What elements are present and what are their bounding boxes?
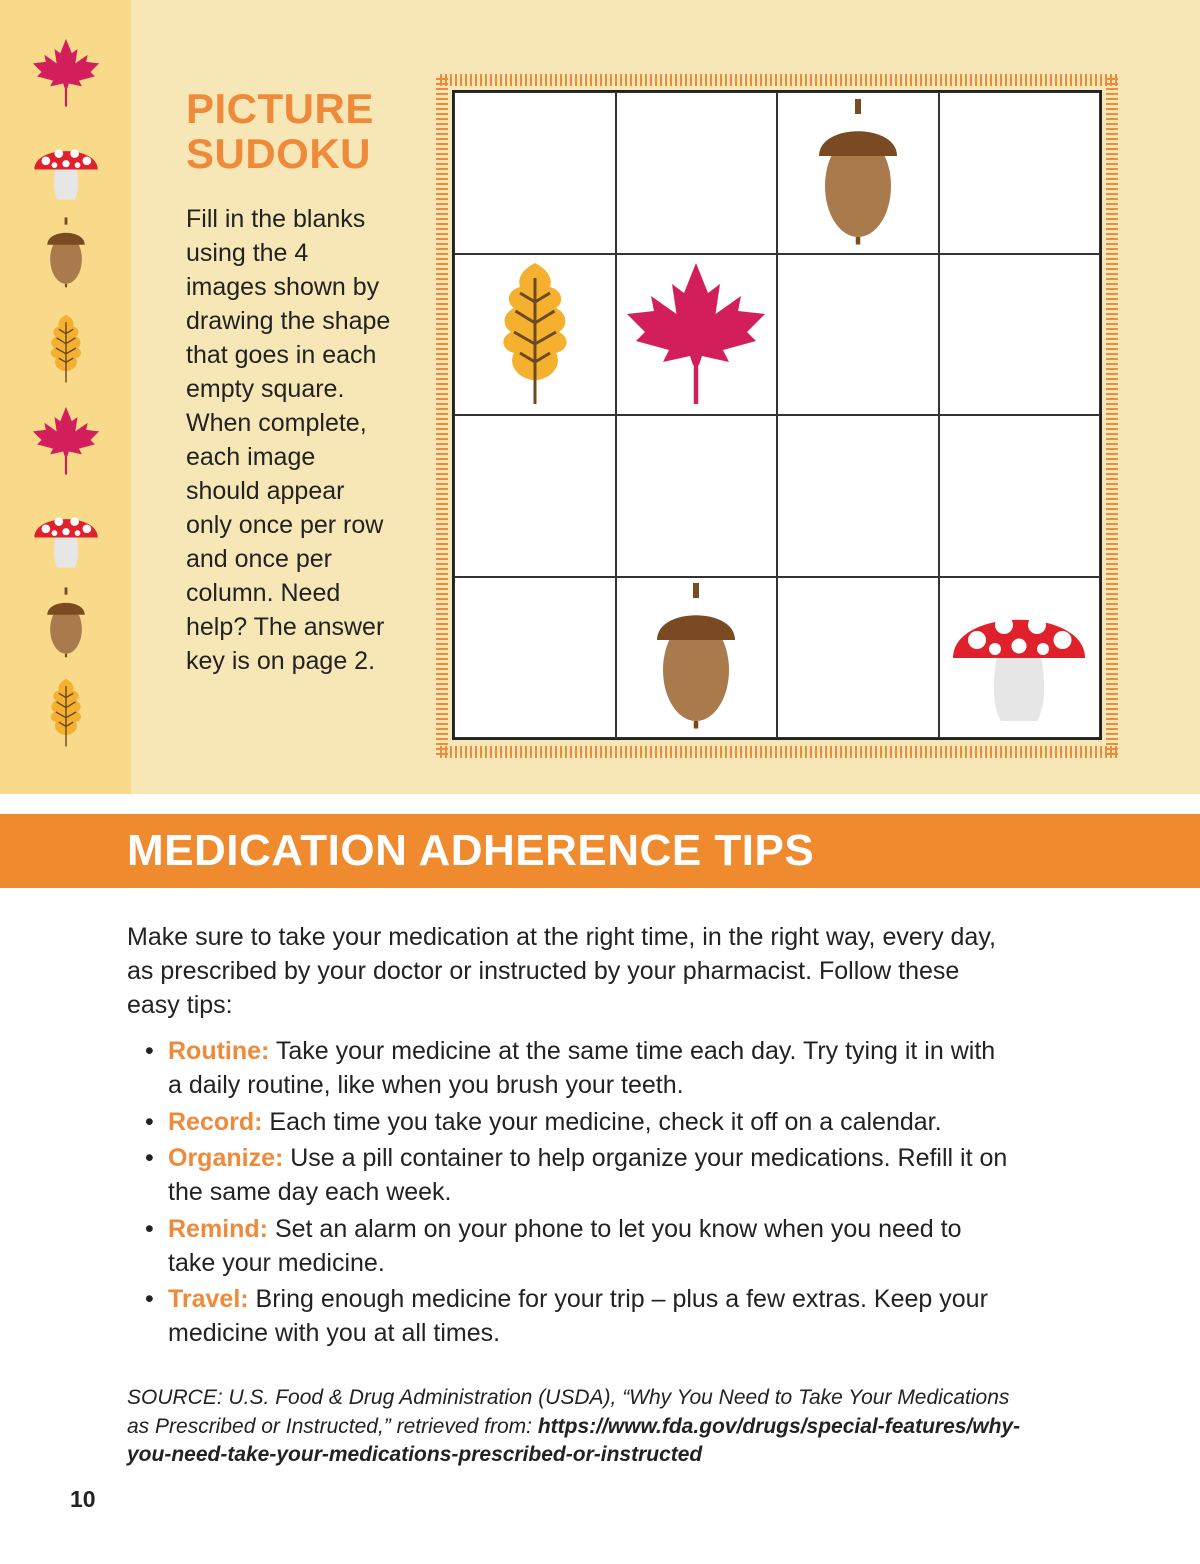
maple-leaf-icon	[30, 400, 102, 480]
acorn-icon	[30, 582, 102, 662]
acorn-icon	[30, 212, 102, 292]
mushroom-icon	[30, 496, 102, 576]
sudoku-cell-r3c4[interactable]	[939, 415, 1101, 577]
bullet-icon: •	[145, 1037, 154, 1065]
sudoku-cell-r1c3	[777, 92, 939, 254]
oak-leaf-icon	[30, 308, 102, 388]
sudoku-grid	[452, 90, 1102, 740]
tip-term: Record:	[168, 1107, 263, 1136]
sudoku-cell-r2c3[interactable]	[777, 254, 939, 416]
acorn-icon	[783, 96, 933, 250]
sudoku-cell-r1c4[interactable]	[939, 92, 1101, 254]
mushroom-icon	[944, 580, 1094, 734]
tip-item	[145, 1282, 1015, 1350]
acorn-icon	[621, 580, 771, 734]
sudoku-cell-r2c2	[616, 254, 778, 416]
tips-title: MEDICATION ADHERENCE TIPS	[127, 826, 815, 875]
tip-text: Set an alarm on your phone to let you know when you need to take your medicine.	[168, 1214, 962, 1277]
tip-text: Use a pill container to help organize your medications. Refill it on the same day each week.	[168, 1144, 1008, 1207]
sudoku-cell-r2c4[interactable]	[939, 254, 1101, 416]
sudoku-cell-r4c4	[939, 577, 1101, 739]
tip-text: Bring enough medicine for your trip – plus a few extras. Keep your medicine with you at all times.	[168, 1285, 988, 1348]
tip-text: Take your medicine at the same time each day. Try tying it in with a daily routine, like when you brush your teeth.	[168, 1037, 996, 1099]
maple-leaf-icon	[30, 32, 102, 112]
mushroom-icon	[30, 128, 102, 208]
source-text: SOURCE: U.S. Food & Drug Administration (USDA), “Why You Need to Take Your Medications as Prescribed or Instructed,” retrieved from:	[127, 1386, 1010, 1438]
sudoku-cell-r3c1[interactable]	[454, 415, 616, 577]
sudoku-cell-r1c1[interactable]	[454, 92, 616, 254]
tip-term: Routine:	[168, 1037, 270, 1065]
sudoku-cell-r3c3[interactable]	[777, 415, 939, 577]
sudoku-cell-r1c2[interactable]	[616, 92, 778, 254]
maple-leaf-icon	[621, 257, 771, 411]
source-url: https://www.fda.gov/drugs/special-features/why-you-need-take-your-medications-prescribed-or-instructed	[127, 1414, 1021, 1466]
bullet-icon: •	[145, 1285, 154, 1314]
sudoku-cell-r2c1	[454, 254, 616, 416]
tip-item	[145, 1105, 1015, 1139]
tip-text: Each time you take your medicine, check it off on a calendar.	[262, 1107, 942, 1136]
puzzle-title: PICTURE SUDOKU	[186, 85, 374, 177]
tip-item	[145, 1034, 1015, 1102]
sudoku-cell-r4c1[interactable]	[454, 577, 616, 739]
oak-leaf-icon	[460, 257, 610, 411]
tip-term: Organize:	[168, 1144, 284, 1173]
source-citation	[127, 1384, 1027, 1470]
bullet-icon: •	[145, 1214, 154, 1243]
tip-term: Travel:	[168, 1285, 249, 1314]
tip-term: Remind:	[168, 1214, 268, 1243]
tip-item	[145, 1212, 1015, 1280]
sudoku-cell-r4c2	[616, 577, 778, 739]
sudoku-cell-r4c3[interactable]	[777, 577, 939, 739]
tips-intro: Make sure to take your medication at the right time, in the right way, every day, as prescribed by your doctor or instructed by your pharmacist. Follow these easy tips:	[127, 923, 996, 1019]
page-number: 10	[70, 1486, 96, 1512]
sudoku-cell-r3c2[interactable]	[616, 415, 778, 577]
bullet-icon: •	[145, 1107, 154, 1136]
tip-item	[145, 1141, 1015, 1209]
puzzle-instructions: Fill in the blanks using the 4 images shown by drawing the shape that goes in each empty square. When complete, each image should appear only once per row and once per column. Need help? The answer key is on page 2.	[186, 205, 391, 675]
tips-list	[145, 1034, 1015, 1353]
bullet-icon: •	[145, 1144, 154, 1173]
oak-leaf-icon	[30, 672, 102, 752]
